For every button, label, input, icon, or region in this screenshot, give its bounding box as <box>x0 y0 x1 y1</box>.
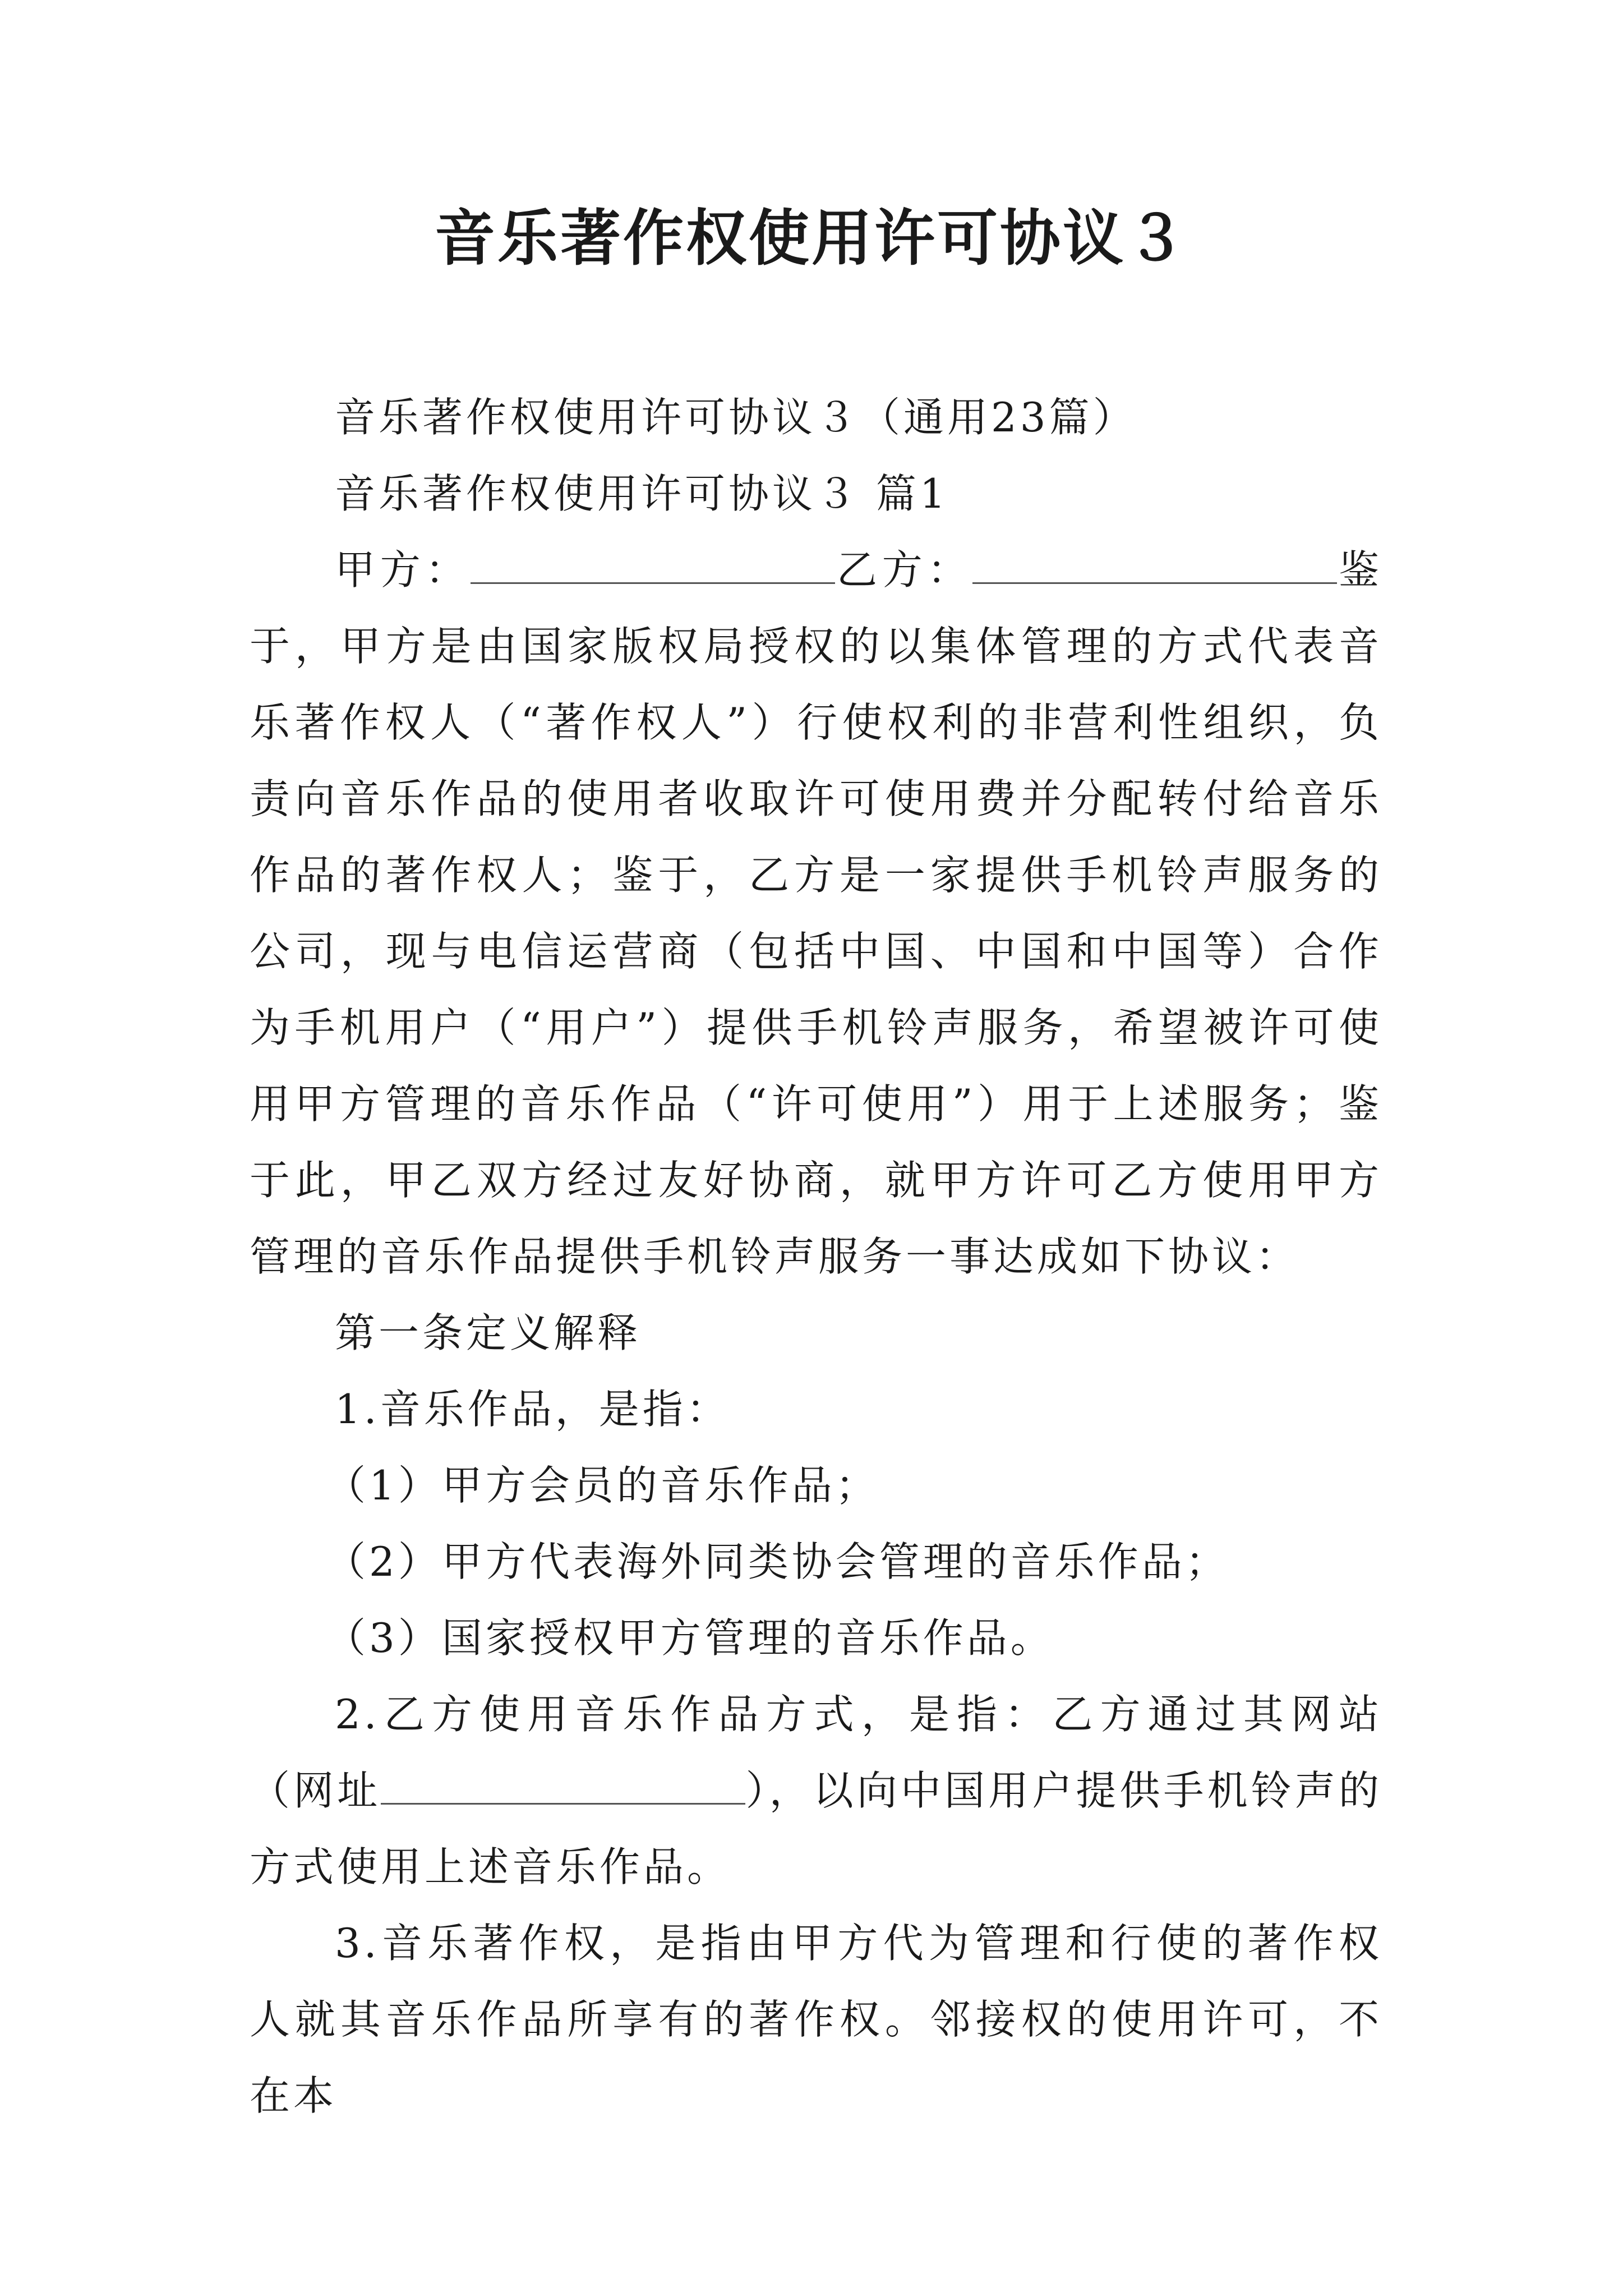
preamble-paragraph <box>250 532 1382 1295</box>
preamble-start: 鉴 <box>1337 546 1382 593</box>
party-b-blank <box>972 546 1337 584</box>
document-title: 音乐著作权使用许可协议３ <box>434 203 1188 274</box>
definition-1-item-2: （2）甲方代表海外同类协会管理的音乐作品； <box>325 1538 1229 1585</box>
definition-1-item-1: （1）甲方会员的音乐作品； <box>325 1462 879 1509</box>
definition-3: 3.音乐著作权，是指由甲方代为管理和行使的著作权人就其音乐作品所享有的著作权。邻接权的使用许可，不在本 <box>250 1920 1382 2119</box>
definition-1-item-3: （3）国家授权甲方管理的音乐作品。 <box>325 1614 1054 1662</box>
definition-2-start: 2.乙方使用音乐作品方式，是指：乙方通过其网站（网址 <box>250 1691 1382 1814</box>
document-body <box>250 379 1382 2134</box>
definition-2-end: ），以向中国用户提供手机铃声的方式使用上述音乐作品。 <box>250 1767 1382 1890</box>
section-heading: 音乐著作权使用许可协议３ 篇1 <box>335 470 949 517</box>
website-blank <box>381 1767 745 1805</box>
definition-1: 1.音乐作品，是指： <box>335 1386 730 1433</box>
party-a-blank <box>471 546 835 584</box>
party-b-label: 乙方： <box>835 546 973 593</box>
subtitle: 音乐著作权使用许可协议３（通用23篇） <box>335 394 1137 441</box>
article-1-heading: 第一条定义解释 <box>335 1309 642 1356</box>
preamble-text: 于，甲方是由国家版权局授权的以集体管理的方式代表音乐著作权人（“著作权人”）行使权利的非营利性组织，负责向音乐作品的使用者收取许可使用费并分配转付给音乐作品的著作权人；鉴于，乙方是一家提供手机铃声服务的公司，现与电信运营商（包括中国、中国和中国等）合作为手机用户（“用户”）提供手机铃声服务，希望被许可使用甲方管理的音乐作品（“许可使用”）用于上述服务；鉴于此，甲乙双方经过友好协商，就甲方许可乙方使用甲方管理的音乐作品提供手机铃声服务一事达成如下协议： <box>250 623 1382 1280</box>
party-a-label: 甲方： <box>335 546 471 593</box>
definition-2 <box>250 1676 1382 1905</box>
